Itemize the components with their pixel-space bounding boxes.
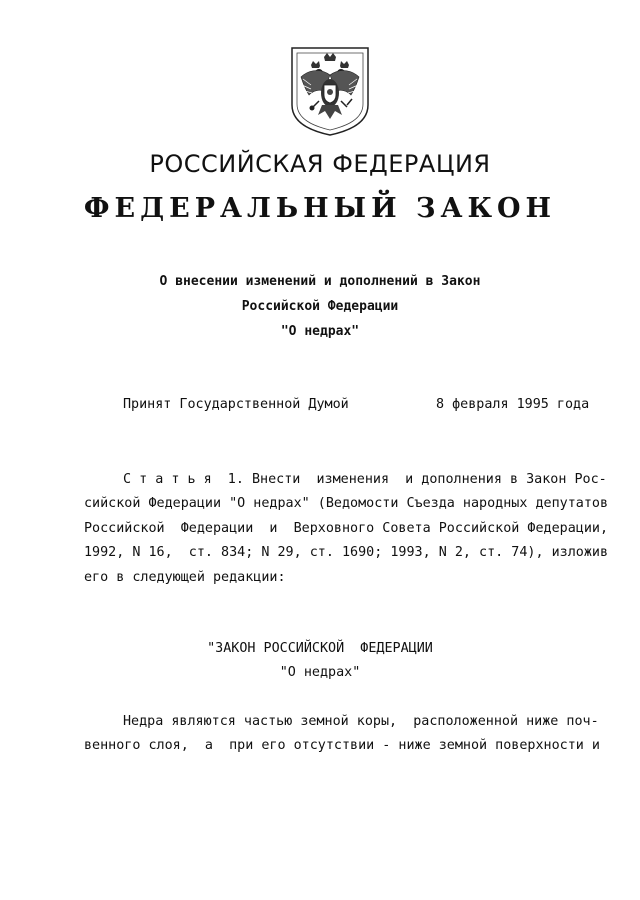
article-1-line: сийской Федерации "О недрах" (Ведомости Съезда народных депутатов [84,496,609,511]
inner-law-title-line: "О недрах" [279,665,361,680]
article-1-line: его в следующей редакции: [84,570,286,585]
preamble-line: Недра являются частью земной коры, расположенной ниже поч- [123,714,599,729]
law-type-heading: ФЕДЕРАЛЬНЫЙ ЗАКОН [83,193,557,224]
preamble-line: венного слоя, а при его отсутствии - ниже земной поверхности и [84,738,600,753]
law-subtitle-line: "О недрах" [280,324,360,339]
law-subtitle-line: Российской Федерации [241,299,399,314]
article-1-line: Российской Федерации и Верховного Совета Российской Федерации, [84,521,609,536]
inner-law-title-line: "ЗАКОН РОССИЙСКОЙ ФЕДЕРАЦИИ [207,641,433,656]
coat-of-arms-emblem-icon [289,45,371,137]
law-subtitle-line: О внесении изменений и дополнений в Закон [159,274,481,289]
article-1-line: С т а т ь я 1. Внести изменения и дополнения в Закон Рос- [123,472,607,487]
country-heading: РОССИЙСКАЯ ФЕДЕРАЦИЯ [149,150,491,178]
article-1-line: 1992, N 16, ст. 834; N 29, ст. 1690; 1993, N 2, ст. 74), изложив [84,545,609,560]
adopted-by-text: Принят Государственной Думой [123,397,349,412]
adoption-date: 8 февраля 1995 года [436,397,590,412]
